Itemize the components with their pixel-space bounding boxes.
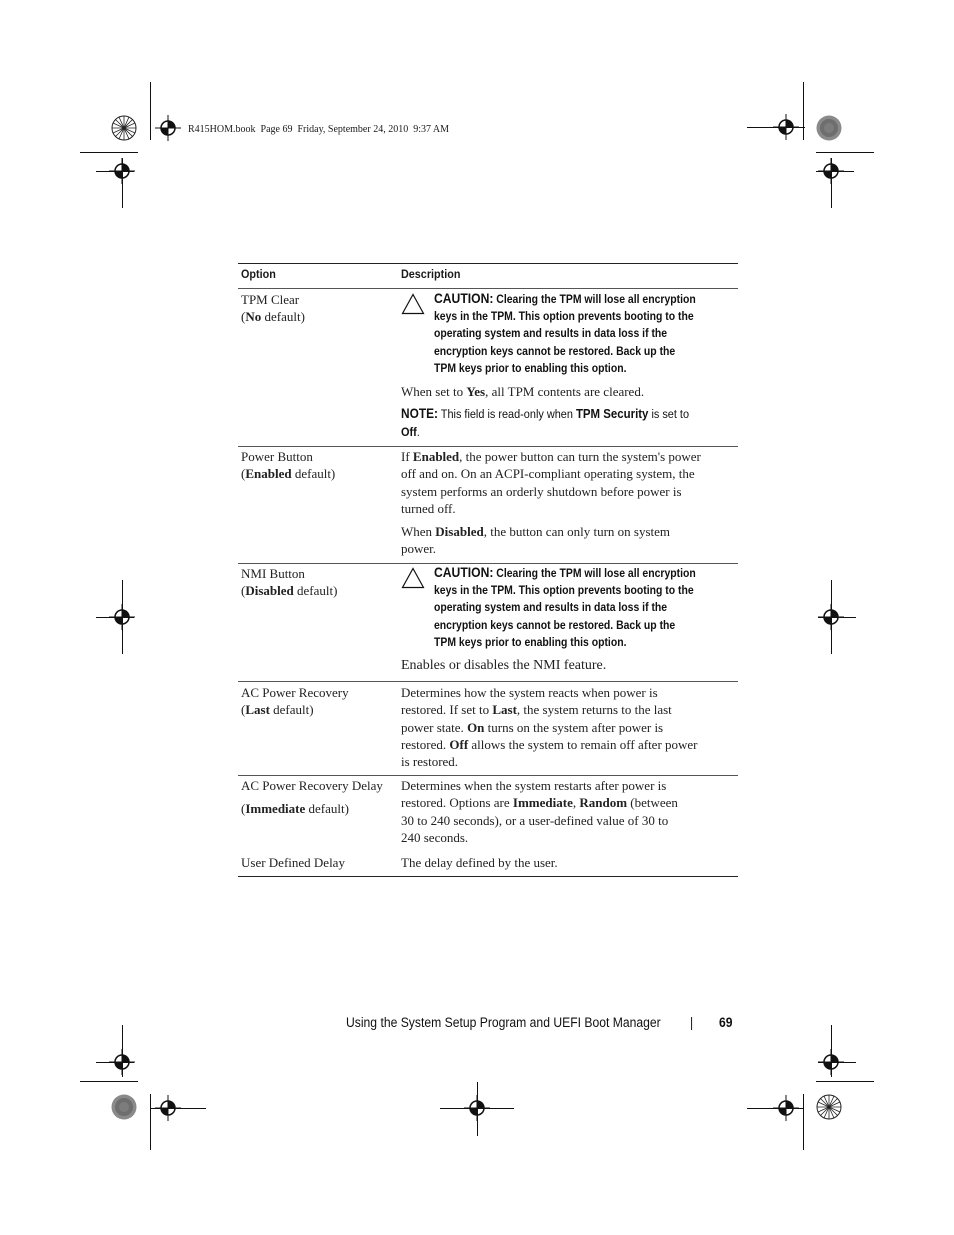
- option-name: TPM Clear: [241, 292, 300, 307]
- page-number: 69: [719, 1015, 733, 1030]
- column-header-option: Option: [241, 267, 276, 281]
- print-time: 9:37 AM: [413, 124, 450, 135]
- option-description: When set to Yes, all TPM contents are cleared.: [401, 384, 645, 399]
- footer-chapter-title: Using the System Setup Program and UEFI Boot Manager: [346, 1015, 661, 1030]
- option-default: (Disabled default): [241, 583, 338, 598]
- option-name: User Defined Delay: [241, 855, 345, 870]
- registration-starburst-icon: [816, 1094, 842, 1120]
- caution-triangle-icon: [401, 567, 425, 589]
- option-name: AC Power Recovery Delay: [241, 778, 383, 793]
- footer-separator: |: [690, 1015, 694, 1030]
- note-text: NOTE: This field is read-only when TPM Security is set to Off.: [401, 406, 690, 439]
- registration-starburst-icon: [111, 115, 137, 141]
- column-header-description: Description: [401, 267, 461, 281]
- registration-crosshair-icon: [155, 115, 181, 141]
- option-default: (Immediate default): [241, 801, 349, 816]
- registration-crosshair-icon: [773, 1095, 799, 1121]
- registration-gray-disc-icon: [816, 115, 842, 141]
- option-default: (Enabled default): [241, 466, 336, 481]
- registration-crosshair-icon: [464, 1095, 490, 1121]
- option-name: AC Power Recovery: [241, 685, 349, 700]
- registration-crosshair-icon: [109, 158, 135, 184]
- caution-triangle-icon: [401, 293, 425, 315]
- registration-crosshair-icon: [818, 158, 844, 184]
- option-description: The delay defined by the user.: [401, 855, 558, 870]
- registration-crosshair-icon: [109, 604, 135, 630]
- registration-crosshair-icon: [773, 114, 799, 140]
- option-description: If Enabled, the power button can turn the system's power off and on. On an ACPI-compliant operating system, the system performs an orderly shutdown before power is turned off. When Disabled, the button can only turn on system power.: [401, 449, 701, 557]
- option-description: Determines when the system restarts after power is restored. Options are Immediate, Random (between 30 to 240 seconds), or a user-defined value of 30 to 240 seconds.: [401, 778, 678, 845]
- option-name: NMI Button: [241, 566, 305, 581]
- option-description: Enables or disables the NMI feature.: [401, 658, 607, 673]
- caution-text: CAUTION: Clearing the TPM will lose all encryption keys in the TPM. This option prevents booting to the operating system and results in data loss if the encryption keys cannot be restored. Back up the TPM keys prior to enabling this option.: [434, 565, 696, 649]
- book-file: R415HOM.book: [188, 124, 256, 135]
- registration-crosshair-icon: [818, 604, 844, 630]
- registration-crosshair-icon: [818, 1049, 844, 1075]
- registration-gray-disc-icon: [111, 1094, 137, 1120]
- print-header: [188, 124, 449, 135]
- print-date: Friday, September 24, 2010: [297, 124, 409, 135]
- registration-crosshair-icon: [155, 1095, 181, 1121]
- option-default: (Last default): [241, 702, 314, 717]
- option-description: Determines how the system reacts when power is restored. If set to Last, the system returns to the last power state. On turns on the system after power is restored. Off allows the system to remain off after power is restored.: [401, 685, 698, 770]
- option-name: Power Button: [241, 449, 313, 464]
- caution-text: CAUTION: Clearing the TPM will lose all encryption keys in the TPM. This option prevents booting to the operating system and results in data loss if the encryption keys cannot be restored. Back up the TPM keys prior to enabling this option.: [434, 291, 696, 375]
- registration-crosshair-icon: [109, 1049, 135, 1075]
- option-default: (No default): [241, 309, 305, 324]
- page-label: Page 69: [260, 124, 293, 135]
